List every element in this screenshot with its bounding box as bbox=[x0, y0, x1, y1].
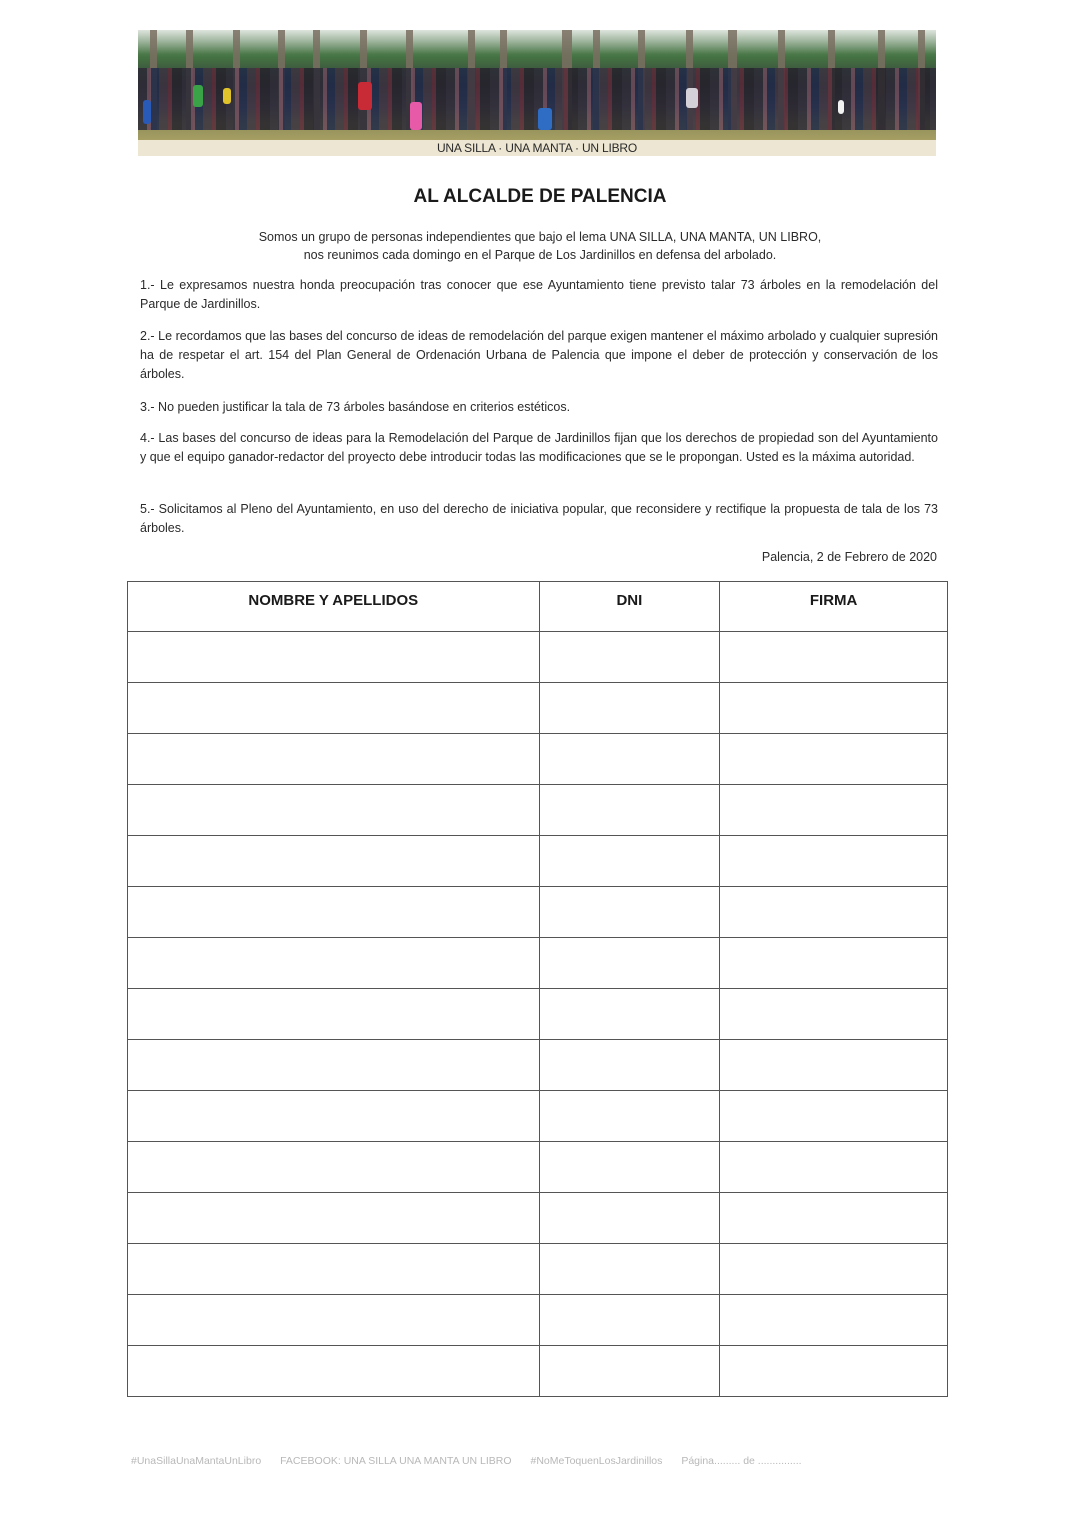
banner-caption: UNA SILLA · UNA MANTA · UN LIBRO bbox=[436, 141, 638, 155]
dni-cell[interactable] bbox=[539, 1295, 720, 1346]
point-4: 4.- Las bases del concurso de ideas para la Remodelación del Parque de Jardinillos fijan que los derechos de propiedad son del Ayuntamiento y que el equipo ganador-redactor del proyecto debe introducir todas las modificaciones que se le propongan. Usted es la máxima autoridad. bbox=[140, 431, 938, 464]
name-cell[interactable] bbox=[128, 1193, 540, 1244]
document-date: Palencia, 2 de Febrero de 2020 bbox=[761, 550, 937, 564]
dni-cell[interactable] bbox=[539, 1091, 720, 1142]
signature-cell[interactable] bbox=[720, 989, 948, 1040]
table-row bbox=[128, 632, 948, 683]
name-cell[interactable] bbox=[128, 938, 540, 989]
signature-cell[interactable] bbox=[720, 1193, 948, 1244]
point-3: 3.- No pueden justificar la tala de 73 árboles basándose en criterios estéticos. bbox=[140, 400, 571, 414]
name-cell[interactable] bbox=[128, 887, 540, 938]
header-signature: FIRMA bbox=[720, 582, 948, 632]
name-cell[interactable] bbox=[128, 785, 540, 836]
signature-cell[interactable] bbox=[720, 887, 948, 938]
signature-cell[interactable] bbox=[720, 1142, 948, 1193]
signature-cell[interactable] bbox=[720, 1244, 948, 1295]
name-cell[interactable] bbox=[128, 734, 540, 785]
signature-cell[interactable] bbox=[720, 1346, 948, 1397]
banner-photo bbox=[138, 30, 936, 156]
dni-cell[interactable] bbox=[539, 1040, 720, 1091]
signature-cell[interactable] bbox=[720, 683, 948, 734]
signature-rows bbox=[128, 632, 948, 1397]
footer-hashtag-1: #UnaSillaUnaMantaUnLibro bbox=[131, 1455, 262, 1467]
table-row bbox=[128, 1295, 948, 1346]
name-cell[interactable] bbox=[128, 1295, 540, 1346]
dni-cell[interactable] bbox=[539, 1346, 720, 1397]
dni-cell[interactable] bbox=[539, 938, 720, 989]
name-cell[interactable] bbox=[128, 1091, 540, 1142]
signature-cell[interactable] bbox=[720, 938, 948, 989]
intro-line-2: nos reunimos cada domingo en el Parque de Los Jardinillos en defensa del arbolado. bbox=[303, 248, 777, 262]
dni-cell[interactable] bbox=[539, 989, 720, 1040]
intro-line-1: Somos un grupo de personas independientes que bajo el lema UNA SILLA, UNA MANTA, UN LIBRO, bbox=[258, 230, 822, 244]
signature-cell[interactable] bbox=[720, 836, 948, 887]
name-cell[interactable] bbox=[128, 1244, 540, 1295]
dni-cell[interactable] bbox=[539, 632, 720, 683]
signature-cell[interactable] bbox=[720, 734, 948, 785]
name-cell[interactable] bbox=[128, 683, 540, 734]
signature-cell[interactable] bbox=[720, 785, 948, 836]
point-2: 2.- Le recordamos que las bases del concurso de ideas de remodelación del parque exigen mantener el máximo arbolado y cualquier supresión ha de respetar el art. 154 del Plan General de Ordenación Urbana de Palencia que impone el deber de protección y conservación de los árboles. bbox=[140, 329, 938, 381]
table-row bbox=[128, 734, 948, 785]
table-row bbox=[128, 1091, 948, 1142]
table-row bbox=[128, 1142, 948, 1193]
header-name: NOMBRE Y APELLIDOS bbox=[128, 582, 540, 632]
table-row bbox=[128, 1244, 948, 1295]
name-cell[interactable] bbox=[128, 1346, 540, 1397]
table-row bbox=[128, 683, 948, 734]
footer-page-number: Página......... de ............... bbox=[681, 1455, 802, 1467]
signature-table bbox=[127, 581, 948, 1397]
table-row bbox=[128, 1040, 948, 1091]
dni-cell[interactable] bbox=[539, 1142, 720, 1193]
footer-hashtag-2: #NoMeToquenLosJardinillos bbox=[530, 1455, 663, 1467]
dni-cell[interactable] bbox=[539, 887, 720, 938]
point-1: 1.- Le expresamos nuestra honda preocupación tras conocer que ese Ayuntamiento tiene previsto talar 73 árboles en la remodelación del Parque de Jardinillos. bbox=[140, 278, 938, 311]
table-row bbox=[128, 836, 948, 887]
signature-cell[interactable] bbox=[720, 1295, 948, 1346]
name-cell[interactable] bbox=[128, 836, 540, 887]
table-row bbox=[128, 785, 948, 836]
intro-text bbox=[140, 228, 940, 264]
dni-cell[interactable] bbox=[539, 683, 720, 734]
signature-cell[interactable] bbox=[720, 632, 948, 683]
name-cell[interactable] bbox=[128, 632, 540, 683]
crowd bbox=[138, 68, 936, 130]
signature-cell[interactable] bbox=[720, 1040, 948, 1091]
header-dni: DNI bbox=[539, 582, 720, 632]
page-title: AL ALCALDE DE PALENCIA bbox=[413, 186, 667, 207]
table-row bbox=[128, 989, 948, 1040]
dni-cell[interactable] bbox=[539, 1193, 720, 1244]
table-row bbox=[128, 1346, 948, 1397]
crowd-photo bbox=[138, 30, 936, 140]
name-cell[interactable] bbox=[128, 1040, 540, 1091]
table-row bbox=[128, 938, 948, 989]
table-row bbox=[128, 1193, 948, 1244]
point-5: 5.- Solicitamos al Pleno del Ayuntamiento, en uso del derecho de iniciativa popular, que reconsidere y rectifique la propuesta de tala de los 73 árboles. bbox=[140, 502, 938, 535]
footer bbox=[131, 1455, 818, 1467]
dni-cell[interactable] bbox=[539, 836, 720, 887]
name-cell[interactable] bbox=[128, 1142, 540, 1193]
dni-cell[interactable] bbox=[539, 734, 720, 785]
footer-facebook: FACEBOOK: UNA SILLA UNA MANTA UN LIBRO bbox=[280, 1455, 512, 1467]
name-cell[interactable] bbox=[128, 989, 540, 1040]
dni-cell[interactable] bbox=[539, 1244, 720, 1295]
signature-cell[interactable] bbox=[720, 1091, 948, 1142]
table-header-row bbox=[128, 582, 948, 632]
dni-cell[interactable] bbox=[539, 785, 720, 836]
table-row bbox=[128, 887, 948, 938]
